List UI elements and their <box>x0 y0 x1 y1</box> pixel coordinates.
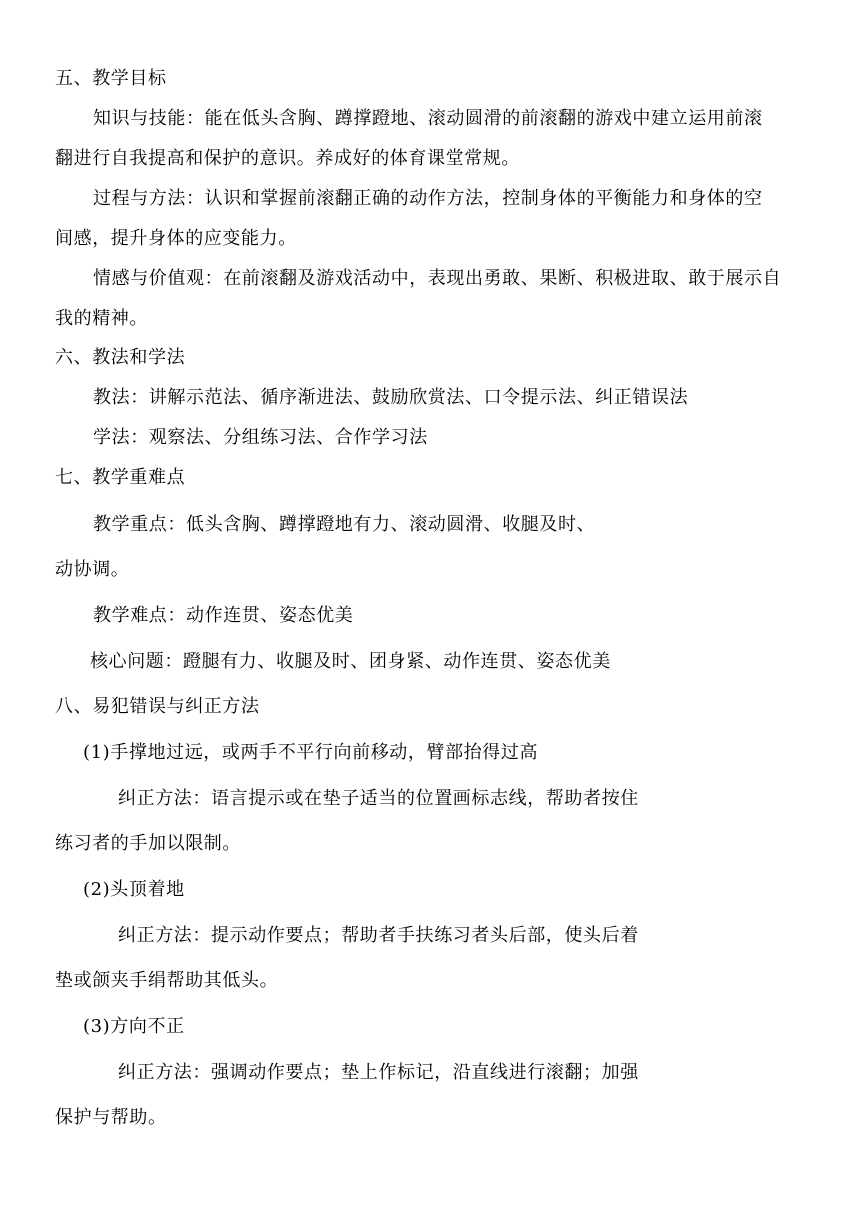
core-question: 核心问题：蹬腿有力、收腿及时、团身紧、动作连贯、姿态优美 <box>90 651 611 672</box>
learning-methods: 学法：观察法、分组练习法、合作学习法 <box>93 427 428 448</box>
error-item-1: (1)手撑地过远，或两手不平行向前移动，臂部抬得过高 <box>83 742 539 763</box>
correction-2-line-2: 垫或颌夹手绢帮助其低头。 <box>55 970 279 991</box>
knowledge-skill-line-2: 翻进行自我提高和保护的意识。养成好的体育课堂常规。 <box>55 148 520 169</box>
section-heading-methods: 六、教法和学法 <box>55 347 186 368</box>
correction-1-line-1: 纠正方法：语言提示或在垫子适当的位置画标志线，帮助者按住 <box>118 788 639 809</box>
process-method-line-2: 间感，提升身体的应变能力。 <box>55 228 297 249</box>
teaching-methods: 教法：讲解示范法、循序渐进法、鼓励欣赏法、口令提示法、纠正错误法 <box>93 387 689 408</box>
key-point-line-2: 动协调。 <box>55 559 130 580</box>
section-heading-objectives: 五、教学目标 <box>55 68 167 89</box>
correction-1-line-2: 练习者的手加以限制。 <box>55 833 241 854</box>
knowledge-skill-line-1: 知识与技能：能在低头含胸、蹲撑蹬地、滚动圆滑的前滚翻的游戏中建立运用前滚 <box>93 108 763 129</box>
process-method-line-1: 过程与方法：认识和掌握前滚翻正确的动作方法，控制身体的平衡能力和身体的空 <box>93 188 763 209</box>
section-heading-errors: 八、易犯错误与纠正方法 <box>55 696 260 717</box>
error-item-2: (2)头顶着地 <box>83 879 185 900</box>
emotion-value-line-1: 情感与价值观：在前滚翻及游戏活动中，表现出勇敢、果断、积极进取、敢于展示自 <box>93 268 782 289</box>
emotion-value-line-2: 我的精神。 <box>55 308 148 329</box>
correction-3-line-2: 保护与帮助。 <box>55 1107 167 1128</box>
error-item-3: (3)方向不正 <box>83 1016 185 1037</box>
difficulty-point: 教学难点：动作连贯、姿态优美 <box>93 605 354 626</box>
correction-3-line-1: 纠正方法：强调动作要点；垫上作标记，沿直线进行滚翻；加强 <box>118 1062 639 1083</box>
key-point-line-1: 教学重点：低头含胸、蹲撑蹬地有力、滚动圆滑、收腿及时、 <box>93 514 596 535</box>
correction-2-line-1: 纠正方法：提示动作要点；帮助者手扶练习者头后部，使头后着 <box>118 925 639 946</box>
section-heading-key-points: 七、教学重难点 <box>55 467 186 488</box>
